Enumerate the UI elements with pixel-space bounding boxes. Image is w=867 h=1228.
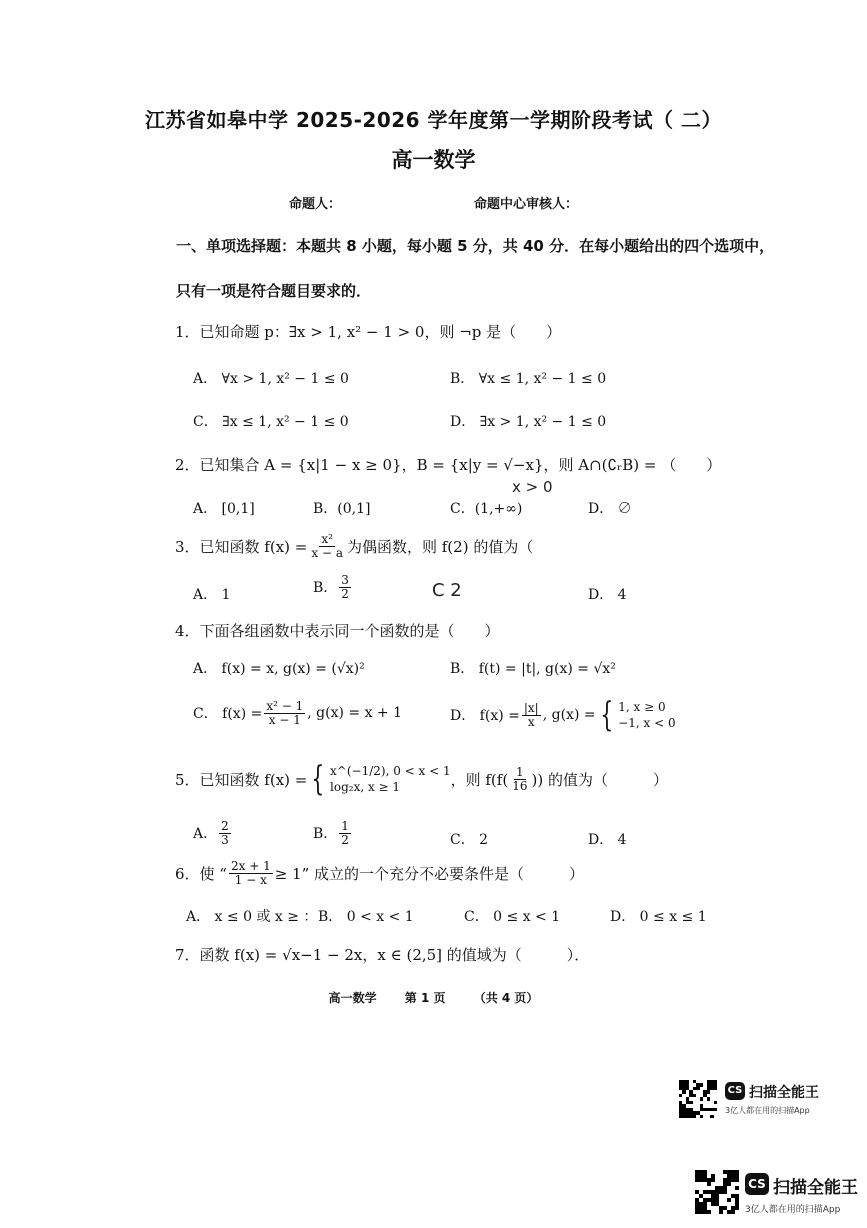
footer-total: （共 4 页） xyxy=(473,991,539,1005)
reviewer-label: 命题中心审核人： xyxy=(474,197,579,212)
q3-option-b xyxy=(313,574,353,600)
qr-module xyxy=(727,1198,731,1202)
qr-module xyxy=(707,1090,710,1093)
scanner-tagline: 3亿人都在用的扫描App xyxy=(745,1205,841,1215)
q6-fraction xyxy=(229,860,273,886)
q5-option-a-label: A． xyxy=(193,826,218,843)
q5-row1: x^(−1/2), 0 < x < 1 xyxy=(330,764,451,778)
footer-subject: 高一数学 xyxy=(328,991,377,1005)
q3-stem-a: 3．已知函数 f(x) = xyxy=(175,537,308,556)
q4-option-b: B． f(t) = |t|, g(x) = √x² xyxy=(450,661,616,677)
q7-stem: 7．函数 f(x) = √x−1 − 2x，x ∈ (2,5] 的值域为（ ）． xyxy=(175,946,590,964)
qr-module xyxy=(707,1182,711,1186)
qr-module xyxy=(714,1108,717,1111)
exam-title: 江苏省如皋中学 2025-2026 学年度第一学期阶段考试（ 二） xyxy=(144,108,723,132)
q1-option-b: B． ∀x ≤ 1, x² − 1 ≤ 0 xyxy=(450,371,607,387)
qr-module xyxy=(689,1101,692,1104)
section1-line2: 只有一项是符合题目要求的． xyxy=(176,282,372,300)
q6-frac-den: 1 − x xyxy=(234,872,267,887)
q6-option-c: C． 0 ≤ x < 1 xyxy=(464,909,561,925)
q5-option-b-frac xyxy=(339,820,351,846)
q5-option-a xyxy=(193,820,233,846)
q5-option-b-den: 2 xyxy=(341,832,349,847)
q4-option-c-a: C． f(x) = xyxy=(193,706,263,723)
qr-code-icon xyxy=(679,1080,717,1118)
scanner-logo-icon: CS xyxy=(745,1173,769,1195)
q1-option-c: C． ∃x ≤ 1, x² − 1 ≤ 0 xyxy=(193,414,349,430)
qr-module xyxy=(700,1083,703,1086)
left-brace-icon: { xyxy=(311,759,325,799)
q1-option-a: A． ∀x > 1, x² − 1 ≤ 0 xyxy=(193,371,349,387)
q5-row2: log₂x, x ≥ 1 xyxy=(330,780,401,794)
q5-option-b-label: B． xyxy=(313,826,338,843)
scanner-brand: 扫描全能王 xyxy=(773,1178,858,1198)
q5-option-b-num: 1 xyxy=(341,819,349,833)
qr-code-icon xyxy=(695,1170,739,1214)
q4-option-c xyxy=(193,700,402,726)
q2-stem: 2．已知集合 A = {x|1 − x ≥ 0}，B = {x|y = √−x}，则 A∩(∁ᵣB) = （ ） xyxy=(175,456,722,474)
q3-option-b-num: 3 xyxy=(341,573,349,587)
q4-option-d-row1: 1, x ≥ 0 xyxy=(618,700,666,714)
q3-frac-num: x² xyxy=(321,532,333,546)
q6-stem-b: ≥ 1” 成立的一个充分不必要条件是（ ） xyxy=(274,864,585,883)
author-label: 命题人： xyxy=(289,197,342,212)
q5-frac-num: 1 xyxy=(516,764,524,779)
q6-option-a: A． x ≤ 0 或 x ≥ ： xyxy=(186,909,318,925)
q5-option-a-num: 2 xyxy=(221,819,229,833)
q3-option-a: A． 1 xyxy=(193,587,231,603)
qr-module xyxy=(727,1182,731,1186)
q5-option-b xyxy=(313,820,353,846)
q5-stem-c: )) 的值为（ ） xyxy=(531,770,668,789)
q6-frac-num: 2x + 1 xyxy=(230,859,271,873)
q3-frac-den: x − a xyxy=(311,545,343,560)
q3-stem xyxy=(175,533,533,559)
q6-option-d: D． 0 ≤ x ≤ 1 xyxy=(610,909,707,925)
q4-option-c-b: , g(x) = x + 1 xyxy=(307,705,402,722)
q3-option-b-den: 2 xyxy=(341,586,349,601)
qr-module xyxy=(714,1101,717,1104)
q5-fraction xyxy=(510,766,529,792)
qr-module xyxy=(735,1178,739,1182)
page-footer xyxy=(0,989,867,1006)
q4-option-c-num: x² − 1 xyxy=(266,699,304,713)
q4-option-d-b: , g(x) = xyxy=(542,707,596,723)
q5-option-c: C． 2 xyxy=(450,832,489,848)
q3-stem-b: 为偶函数，则 f(2) 的值为（ xyxy=(346,537,534,556)
qr-module xyxy=(693,1094,696,1097)
q6-stem xyxy=(175,860,584,886)
q4-option-d-den: x xyxy=(527,714,535,729)
qr-module xyxy=(682,1090,685,1093)
qr-module xyxy=(710,1115,713,1118)
q4-option-c-den: x − 1 xyxy=(268,712,301,727)
qr-module xyxy=(735,1206,739,1210)
qr-module xyxy=(707,1097,710,1100)
qr-module xyxy=(723,1190,727,1194)
qr-module xyxy=(711,1178,715,1182)
q3-fraction xyxy=(309,533,345,559)
qr-module xyxy=(700,1097,703,1100)
qr-module xyxy=(714,1087,717,1090)
q4-option-d-frac xyxy=(522,702,541,728)
q5-stem xyxy=(175,759,668,799)
q2-option-a: A． [0,1] xyxy=(193,501,255,517)
qr-module xyxy=(700,1115,703,1118)
section1-line1: 一、单项选择题：本题共 8 小题，每小题 5 分，共 40 分．在每小题给出的四个选项中， xyxy=(176,237,775,255)
q1-option-d: D． ∃x > 1, x² − 1 ≤ 0 xyxy=(450,414,607,430)
qr-module xyxy=(696,1087,699,1090)
q4-option-d-num: |x| xyxy=(523,700,539,715)
q5-option-d: D． 4 xyxy=(588,832,627,848)
scanner-logo-icon: CS xyxy=(725,1082,745,1100)
q3-option-d: D． 4 xyxy=(588,587,627,603)
qr-module xyxy=(707,1210,711,1214)
q4-option-d-a: D． f(x) = xyxy=(450,708,520,724)
q5-stem-b: ，则 f(f( xyxy=(450,770,509,789)
footer-page: 第 1 页 xyxy=(404,991,446,1005)
exam-subject: 高一数学 xyxy=(391,148,476,172)
q5-option-a-den: 3 xyxy=(221,832,229,847)
q2-option-b: B．(0,1] xyxy=(313,501,371,517)
qr-module xyxy=(731,1210,735,1214)
q6-stem-a: 6．使 “ xyxy=(175,864,227,883)
left-brace-icon: { xyxy=(599,695,613,735)
q4-option-d-piecewise xyxy=(596,695,676,735)
q3-option-b-label: B． xyxy=(313,580,338,597)
qr-module xyxy=(735,1186,739,1190)
q2-option-c: C．(1,+∞) xyxy=(450,501,523,517)
q4-stem: 4．下面各组函数中表示同一个函数的是（ ） xyxy=(175,622,500,640)
scanner-tagline: 3亿人都在用的扫描App xyxy=(725,1106,810,1115)
q4-option-a: A． f(x) = x, g(x) = (√x)² xyxy=(193,661,365,677)
qr-module xyxy=(693,1115,696,1118)
q6-option-b: B． 0 < x < 1 xyxy=(318,909,414,925)
q5-piecewise xyxy=(307,759,451,799)
q1-stem: 1．已知命题 p：∃x > 1, x² − 1 > 0，则 ¬p 是（ ） xyxy=(175,323,562,341)
q3-option-b-frac xyxy=(339,574,351,600)
q5-option-a-frac xyxy=(219,820,231,846)
q5-stem-a: 5．已知函数 f(x) = xyxy=(175,770,308,789)
q4-option-c-frac xyxy=(264,700,305,726)
q2-handwriting: x > 0 xyxy=(512,478,553,496)
scanner-brand: 扫描全能王 xyxy=(749,1085,819,1101)
q4-option-d-row2: −1, x < 0 xyxy=(618,716,676,730)
qr-module xyxy=(719,1210,723,1214)
q2-option-d: D． ∅ xyxy=(588,501,632,517)
q5-frac-den: 16 xyxy=(512,778,528,793)
q3-handwriting: C 2 xyxy=(432,580,462,601)
qr-module xyxy=(679,1094,682,1097)
q4-option-d xyxy=(450,695,676,735)
